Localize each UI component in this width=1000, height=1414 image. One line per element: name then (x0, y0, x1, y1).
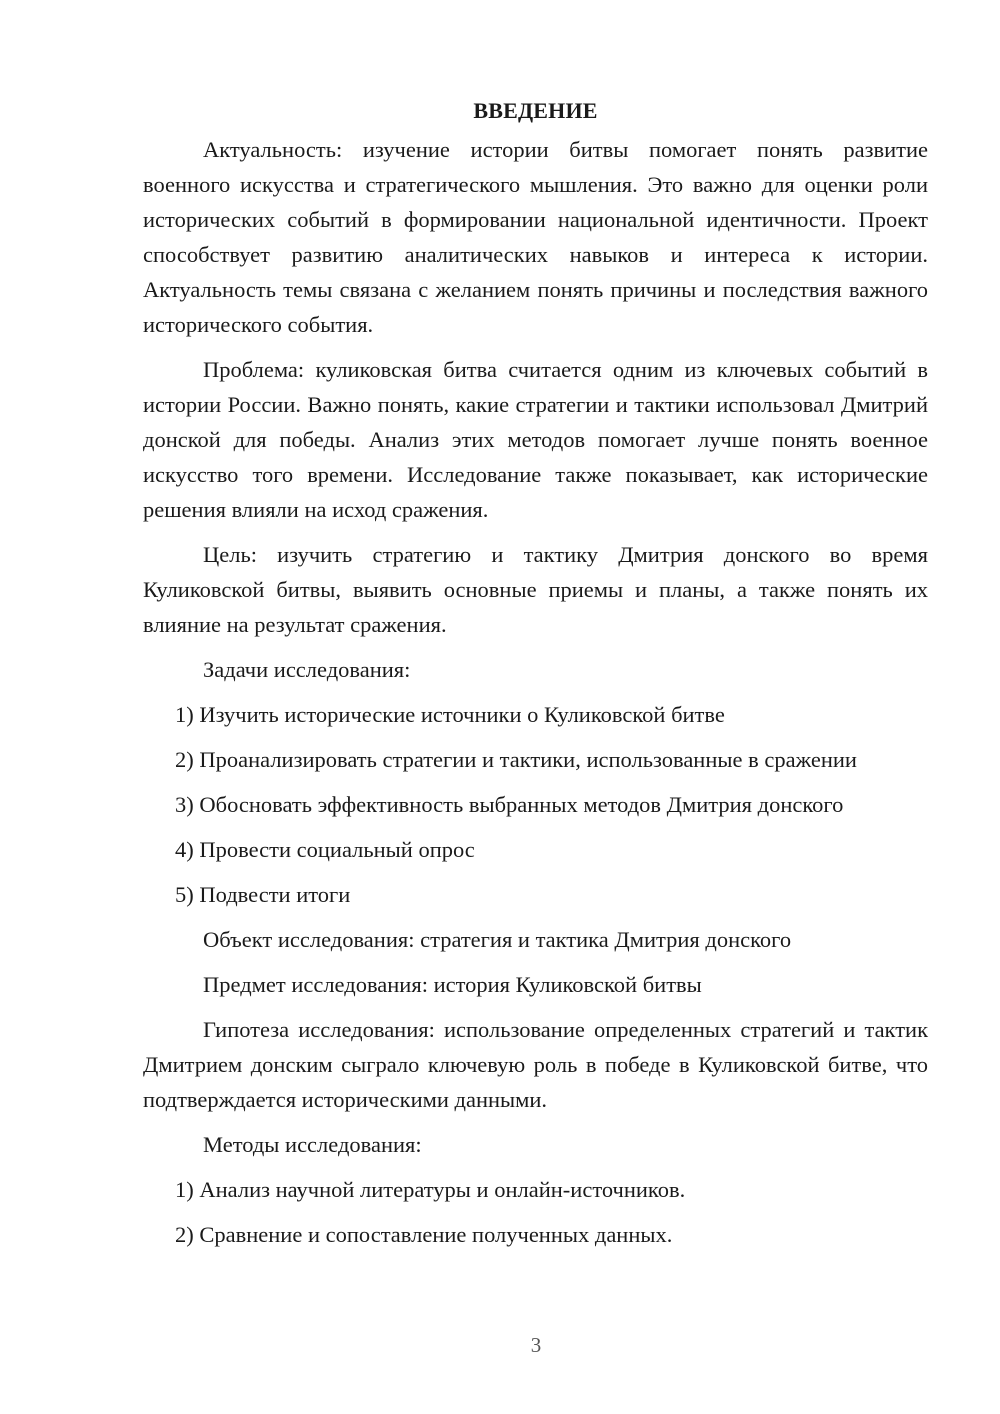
goal-paragraph: Цель: изучить стратегию и тактику Дмитрия донского во время Куликовской битвы, выявить основные приемы и планы, а также понять их влияние на результат сражения. (143, 542, 928, 637)
problem-paragraph: Проблема: куликовская битва считается одним из ключевых событий в истории России. Важно понять, какие стратегии и тактики использовал Дмитрий донской для победы. Анализ этих методов помогает лучше понять военное искусство того времени. Исследование также показывает, как исторические решения влияли на исход сражения. (143, 357, 928, 522)
relevance-paragraph: Актуальность: изучение истории битвы помогает понять развитие военного искусства и стратегического мышления. Это важно для оценки роли исторических событий в формировании национальной идентичности. Проект способствует развитию аналитических навыков и интереса к истории. Актуальность темы связана с желанием понять причины и последствия важного исторического события. (143, 137, 928, 337)
research-object: Объект исследования: стратегия и тактика Дмитрия донского (203, 927, 792, 952)
task-item: 4) Провести социальный опрос (175, 837, 475, 862)
page-number: 3 (530, 1333, 542, 1357)
document-page (143, 96, 928, 1262)
task-item: 1) Изучить исторические источники о Куликовской битве (175, 702, 725, 727)
task-item: 2) Проанализировать стратегии и тактики, использованные в сражении (175, 747, 857, 772)
page-title: ВВЕДЕНИЕ (473, 98, 598, 123)
hypothesis-paragraph: Гипотеза исследования: использование определенных стратегий и тактик Дмитрием донским сыграло ключевую роль в победе в Куликовской битве, что подтверждается историческими данными. (143, 1017, 928, 1112)
task-item: 3) Обосновать эффективность выбранных методов Дмитрия донского (175, 792, 844, 817)
method-item: 2) Сравнение и сопоставление полученных данных. (175, 1222, 673, 1247)
method-item: 1) Анализ научной литературы и онлайн-источников. (175, 1177, 686, 1202)
task-item: 5) Подвести итоги (175, 882, 351, 907)
tasks-heading: Задачи исследования: (203, 657, 411, 682)
methods-heading: Методы исследования: (203, 1132, 422, 1157)
research-subject: Предмет исследования: история Куликовской битвы (203, 972, 702, 997)
